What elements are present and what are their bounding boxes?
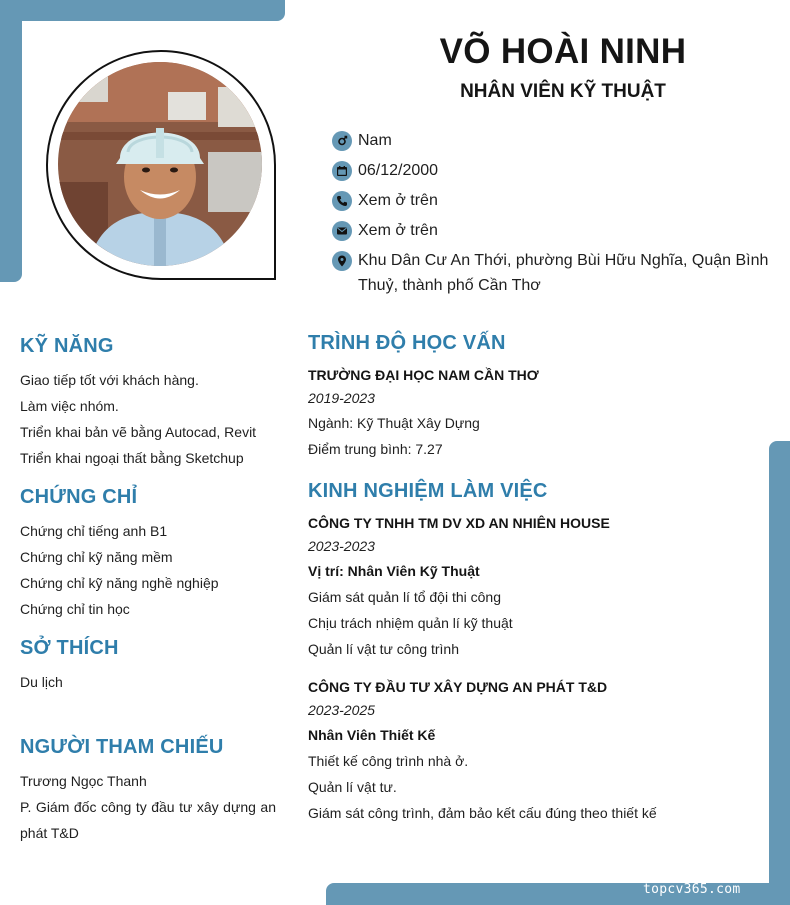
list-item: Chứng chỉ tin học: [20, 601, 130, 617]
list-item: Chứng chỉ tiếng anh B1: [20, 523, 168, 539]
profile-photo: [58, 62, 262, 266]
left-column: [20, 335, 276, 846]
job-task: Quản lí vật tư.: [308, 779, 397, 795]
info-phone: [332, 190, 772, 213]
job-task: Giám sát công trình, đảm bảo kết cấu đúng theo thiết kế: [308, 805, 657, 821]
job-task: Giám sát quản lí tổ đội thi công: [308, 589, 501, 605]
candidate-name: VÕ HOÀI NINH: [439, 32, 687, 71]
decorative-bar-left: [0, 0, 22, 282]
job-title: NHÂN VIÊN KỸ THUẬT: [460, 81, 666, 102]
education-gpa: Điểm trung bình: 7.27: [308, 441, 443, 457]
location-pin-icon: [332, 251, 352, 271]
skills-heading: KỸ NĂNG: [20, 335, 114, 357]
certificates-section: [20, 486, 276, 622]
job-role: Nhân Viên Thiết Kế: [308, 727, 436, 743]
list-item: Làm việc nhóm.: [20, 398, 119, 414]
phone-icon: [332, 191, 352, 211]
decorative-bar-right: [769, 441, 790, 905]
certificates-heading: CHỨNG CHỈ: [20, 486, 138, 508]
info-birthday-text: 06/12/2000: [358, 162, 439, 179]
experience-section: [308, 480, 768, 826]
education-major: Ngành: Kỹ Thuật Xây Dựng: [308, 415, 480, 431]
list-item: Triển khai bản vẽ bằng Autocad, Revit: [20, 424, 257, 440]
info-phone-text: Xem ở trên: [358, 192, 438, 209]
gender-icon: [332, 131, 352, 151]
email-icon: [332, 221, 352, 241]
company-name: CÔNG TY ĐẦU TƯ XÂY DỰNG AN PHÁT T&D: [308, 679, 608, 695]
right-column: [308, 332, 768, 826]
personal-info-list: [332, 130, 772, 305]
references-heading: NGƯỜI THAM CHIẾU: [20, 736, 224, 758]
info-address: [332, 250, 772, 298]
reference-position: P. Giám đốc công ty đầu tư xây dựng an phát T&D: [20, 799, 276, 841]
info-birthday: [332, 160, 772, 183]
calendar-icon: [332, 161, 352, 181]
education-section: [308, 332, 768, 462]
skills-section: [20, 335, 276, 471]
education-period: 2019-2023: [308, 390, 375, 406]
education-heading: TRÌNH ĐỘ HỌC VẤN: [308, 332, 506, 354]
job-entry: [308, 676, 768, 826]
company-name: CÔNG TY TNHH TM DV XD AN NHIÊN HOUSE: [308, 515, 610, 531]
decorative-bar-top: [0, 0, 285, 21]
info-email: [332, 220, 772, 243]
job-role: Vị trí: Nhân Viên Kỹ Thuật: [308, 563, 480, 579]
job-task: Chịu trách nhiệm quản lí kỹ thuật: [308, 615, 513, 631]
job-entry: [308, 512, 768, 662]
job-task: Quản lí vật tư công trình: [308, 641, 460, 657]
hobbies-heading: SỞ THÍCH: [20, 637, 119, 659]
list-item: Chứng chỉ kỹ năng nghề nghiệp: [20, 575, 219, 591]
list-item: Triển khai ngoại thất bằng Sketchup: [20, 450, 244, 466]
school-name: TRƯỜNG ĐẠI HỌC NAM CẦN THƠ: [308, 367, 539, 383]
references-section: [20, 736, 276, 846]
watermark: topcv365.com: [643, 882, 741, 897]
job-period: 2023-2025: [308, 702, 375, 718]
list-item: Giao tiếp tốt với khách hàng.: [20, 372, 199, 388]
hobbies-section: [20, 637, 276, 695]
job-period: 2023-2023: [308, 538, 375, 554]
info-address-text: Khu Dân Cư An Thới, phường Bùi Hữu Nghĩa, Quận Bình Thuỷ, thành phố Cần Thơ: [358, 252, 769, 294]
info-gender-text: Nam: [358, 132, 392, 149]
experience-heading: KINH NGHIỆM LÀM VIỆC: [308, 480, 548, 502]
reference-name: Trương Ngọc Thanh: [20, 773, 147, 789]
list-item: Chứng chỉ kỹ năng mềm: [20, 549, 173, 565]
list-item: Du lịch: [20, 674, 63, 690]
job-task: Thiết kế công trình nhà ở.: [308, 753, 469, 769]
info-gender: [332, 130, 772, 153]
info-email-text: Xem ở trên: [358, 222, 438, 239]
